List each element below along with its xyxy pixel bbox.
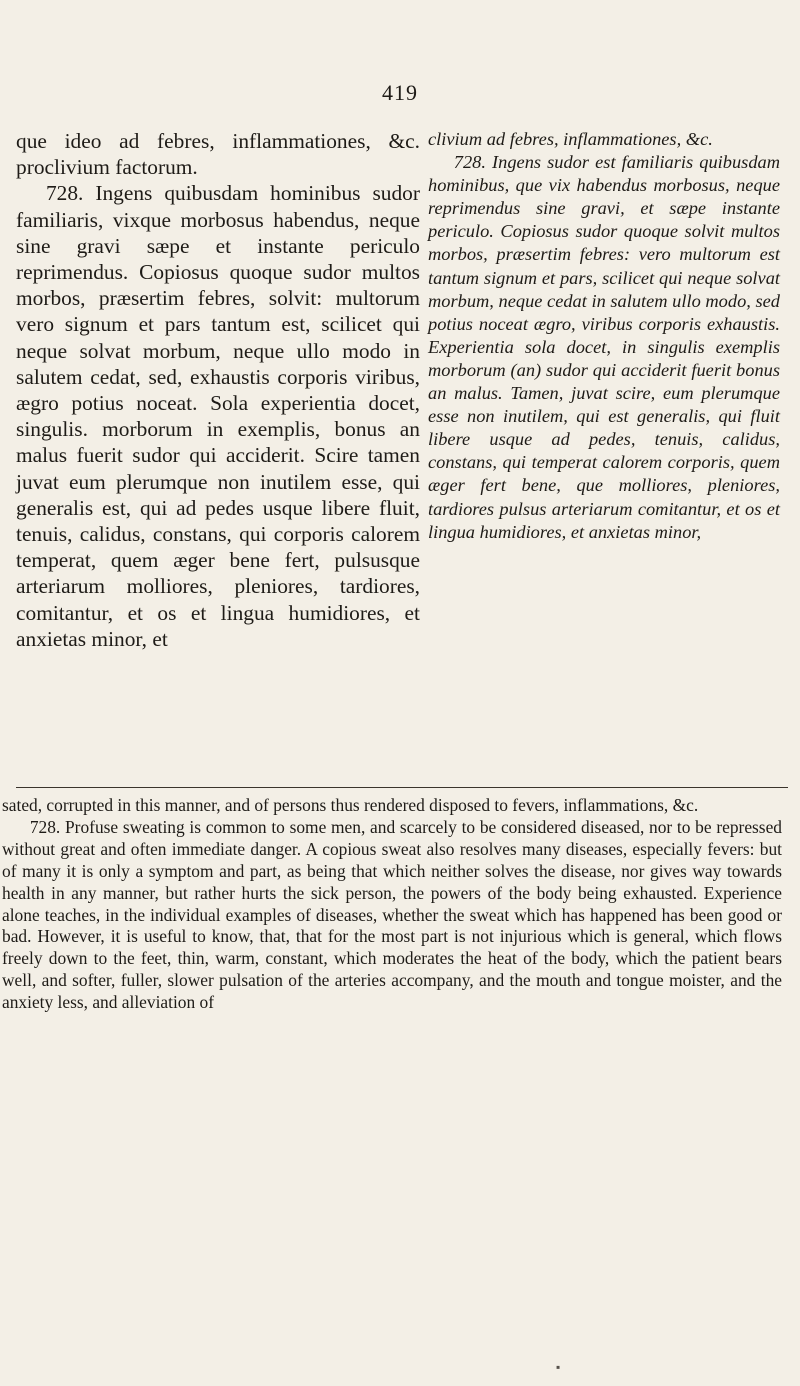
ordo-paragraph-728: 728. Ingens sudor est familiaris quibusdam hominibus, que vix habendus morbosus, neque reprimendus sine gravi, et sæpe instante periculo. Copiosus sudor quoque solvit multos morbos, præsertim febres: vero multorum est tantum signum et pars, scilicet qui neque solvat morbum, neque cedat in salutem ullo modo, sed potius noceat ægro, viribus corporis exhaustis. Experientia sola docet, in singulis exemplis morborum (an) sudor qui acciderit fuerit bonus an malus. Tamen, juvat scire, eum plerumque esse non inutilem, qui est generalis, qui fluit libere usque ad pedes, tenuis, calidus, constans, qui temperat calorem corporis, quem æger fert bene, que molliores, pleniores, tardiores pulsus arteriarum comitantur, et os et lingua humidiores, et anxietas minor, (428, 152, 780, 542)
ordo-continuation: clivium ad febres, inflammationes, &c. (428, 129, 713, 149)
page-number: 419 (382, 80, 418, 105)
latin-continuation: que ideo ad febres, inflammationes, &c. proclivium factorum. (16, 129, 420, 180)
ordo-column (428, 128, 780, 544)
english-paragraph-728: 728. Profuse sweating is common to some men, and scarcely to be considered diseased, nor to be repressed without great and often immediate danger. A copious sweat also resolves many diseases, especially fevers: but of many it is only a symptom and part, as being that which neither solves the disease, nor gives way towards health in any manner, but rather hurts the sick person, the powers of the body being exhausted. Experience alone teaches, in the individual examples of diseases, whether the sweat which has happened has been good or bad. However, it is useful to know, that, that for the most part is not injurious which is general, which flows freely down to the feet, thin, warm, constant, which moderates the heat of the body, which the patient bears well, and softer, fuller, slower pulsation of the arteries accompany, and the mouth and tongue moister, and the anxiety less, and alleviation of (2, 816, 782, 1013)
column-divider-rule (16, 787, 788, 788)
latin-column (16, 128, 420, 652)
latin-paragraph-728: 728. Ingens quibusdam hominibus sudor familiaris, vixque morbosus habendus, neque sine gravi sæpe et instante periculo reprimendus. Copiosus quoque sudor multos morbos, præsertim febres, solvit: multorum vero signum et pars tantum est, scilicet qui neque solvat morbum, neque ullo modo in salutem cedat, sed, exhaustis corporis viribus, ægro potius noceat. Sola experientia docet, singulis. morborum in exemplis, bonus an malus fuerit sudor qui acciderit. Scire tamen juvat eum plerumque non inutilem esse, qui generalis est, qui ad pedes usque libere fluit, tenuis, calidus, constans, qui corporis calorem temperat, quem æger bene fert, pulsusque arteriarum molliores, pleniores, tardiores, comitantur, et os et lingua humidiores, et anxietas minor, et (16, 181, 420, 651)
stray-print-mark: ▪ (556, 1360, 561, 1374)
english-continuation: sated, corrupted in this manner, and of persons thus rendered disposed to fevers, inflammations, &c. (2, 795, 699, 815)
english-translation (2, 795, 782, 1014)
